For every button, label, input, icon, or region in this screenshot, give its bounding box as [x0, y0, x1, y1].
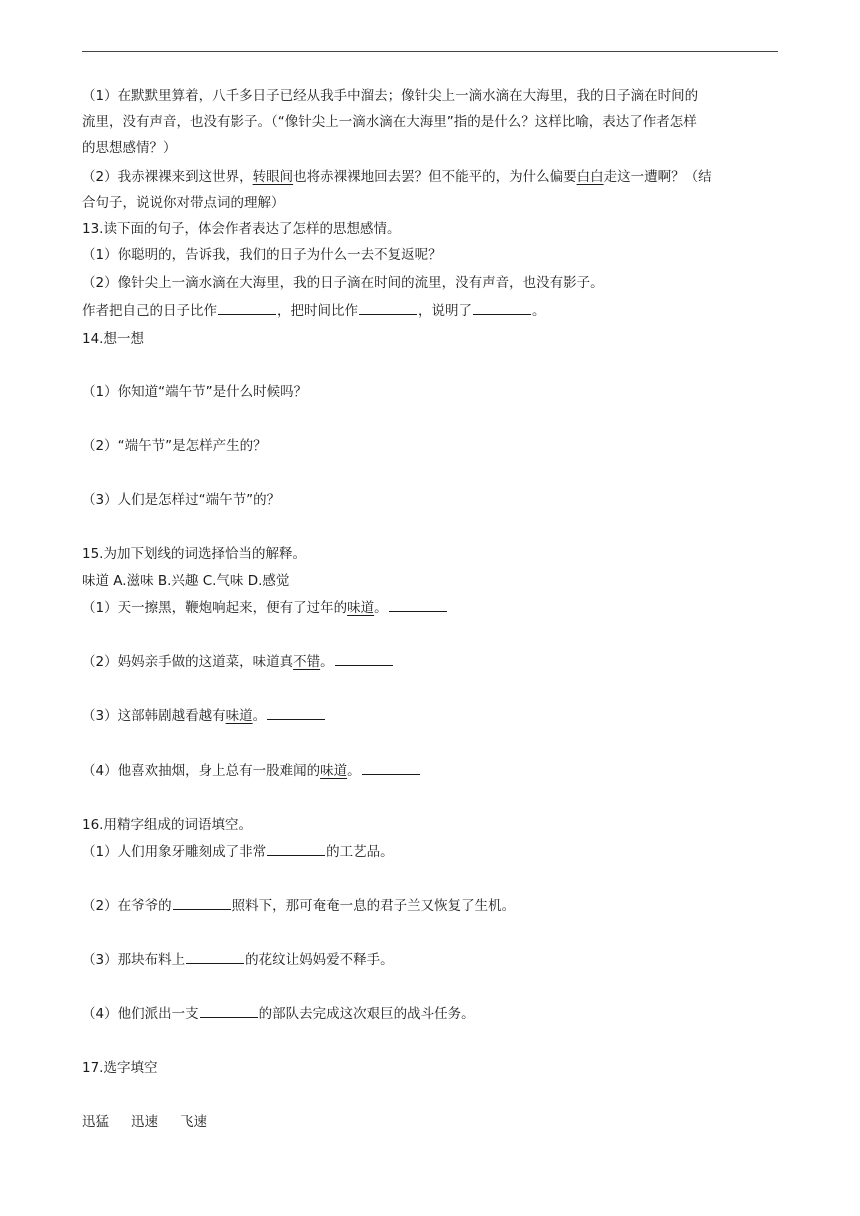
q15-item1: （1）天一擦黑，鞭炮响起来，便有了过年的味道。 — [82, 598, 778, 618]
q12-item1-line3: 的思想感情？） — [82, 140, 177, 156]
answer-blank[interactable] — [267, 842, 325, 856]
q15-item4: （4）他喜欢抽烟，身上总有一股难闻的味道。 — [82, 761, 778, 781]
answer-blank[interactable] — [186, 950, 244, 964]
underlined-word: 味道 — [347, 600, 375, 616]
answer-blank[interactable] — [200, 1004, 258, 1018]
q17-title: 17.选字填空 — [82, 1060, 158, 1076]
q12-item1-line2: 流里，没有声音，也没有影子。（“像针尖上一滴水滴在大海里”指的是什么？这样比喻，表达了作者怎样 — [82, 114, 697, 130]
q15-options: 味道 A.滋味 B.兴趣 C.气味 D.感觉 — [82, 573, 290, 589]
q16-item2: （2）在爷爷的 照料下，那可奄奄一息的君子兰又恢复了生机。 — [82, 898, 516, 914]
q16-item4: （4）他们派出一支 的部队去完成这次艰巨的战斗任务。 — [82, 1006, 475, 1022]
q16-title: 16.用精字组成的词语填空。 — [82, 817, 252, 833]
q13-fill-line: 作者把自己的日子比作 ，把时间比作 ，说明了 。 — [82, 303, 546, 319]
answer-blank[interactable] — [173, 896, 231, 910]
answer-blank[interactable] — [473, 301, 531, 315]
underlined-word: 味道 — [320, 763, 348, 779]
q14-item3: （3）人们是怎样过“端午节”的？ — [82, 492, 281, 508]
word-choice: 迅猛 — [82, 1114, 109, 1130]
word-choice: 飞速 — [180, 1114, 207, 1130]
answer-blank[interactable] — [362, 761, 420, 775]
underlined-word: 味道 — [225, 708, 253, 724]
answer-blank[interactable] — [267, 706, 325, 720]
answer-blank[interactable] — [218, 301, 276, 315]
q13-sentence1: （1）你聪明的，告诉我，我们的日子为什么一去不复返呢？ — [82, 247, 442, 263]
q15-item2: （2）妈妈亲手做的这道菜，味道真不错。 — [82, 652, 778, 672]
answer-blank[interactable] — [389, 598, 447, 612]
header-rule — [82, 51, 778, 52]
q14-item1: （1）你知道“端午节”是什么时候吗？ — [82, 384, 308, 400]
answer-blank[interactable] — [335, 652, 393, 666]
underlined-word: 转眼间 — [252, 169, 294, 185]
q16-item3: （3）那块布料上 的花纹让妈妈爱不释手。 — [82, 952, 394, 968]
q15-title: 15.为加下划线的词选择恰当的解释。 — [82, 546, 306, 562]
q12-item2-line2: 合句子，说说你对带点词的理解） — [82, 195, 285, 211]
q17-word-choices — [82, 1112, 778, 1132]
q14-title: 14.想一想 — [82, 331, 144, 347]
q15-item3: （3）这部韩剧越看越有味道。 — [82, 706, 778, 726]
q14-item2: （2）“端午节”是怎样产生的？ — [82, 438, 267, 454]
q13-title: 13.读下面的句子，体会作者表达了怎样的思想感情。 — [82, 221, 401, 237]
q12-item1-line1: （1）在默默里算着，八千多日子已经从我手中溜去；像针尖上一滴水滴在大海里，我的日子滴在时间的 — [82, 88, 699, 104]
q12-item2-line1: （2）我赤裸裸来到这世界，转眼间也将赤裸裸地回去罢？但不能平的，为什么偏要白白走这一遭啊？（结 — [82, 169, 712, 185]
answer-blank[interactable] — [359, 301, 417, 315]
q16-item1: （1）人们用象牙雕刻成了非常 的工艺品。 — [82, 844, 394, 860]
q13-sentence2: （2）像针尖上一滴水滴在大海里，我的日子滴在时间的流里，没有声音，也没有影子。 — [82, 275, 604, 291]
underlined-word: 白白 — [576, 169, 604, 185]
word-choice: 迅速 — [131, 1114, 158, 1130]
underlined-word: 不错 — [293, 654, 321, 670]
